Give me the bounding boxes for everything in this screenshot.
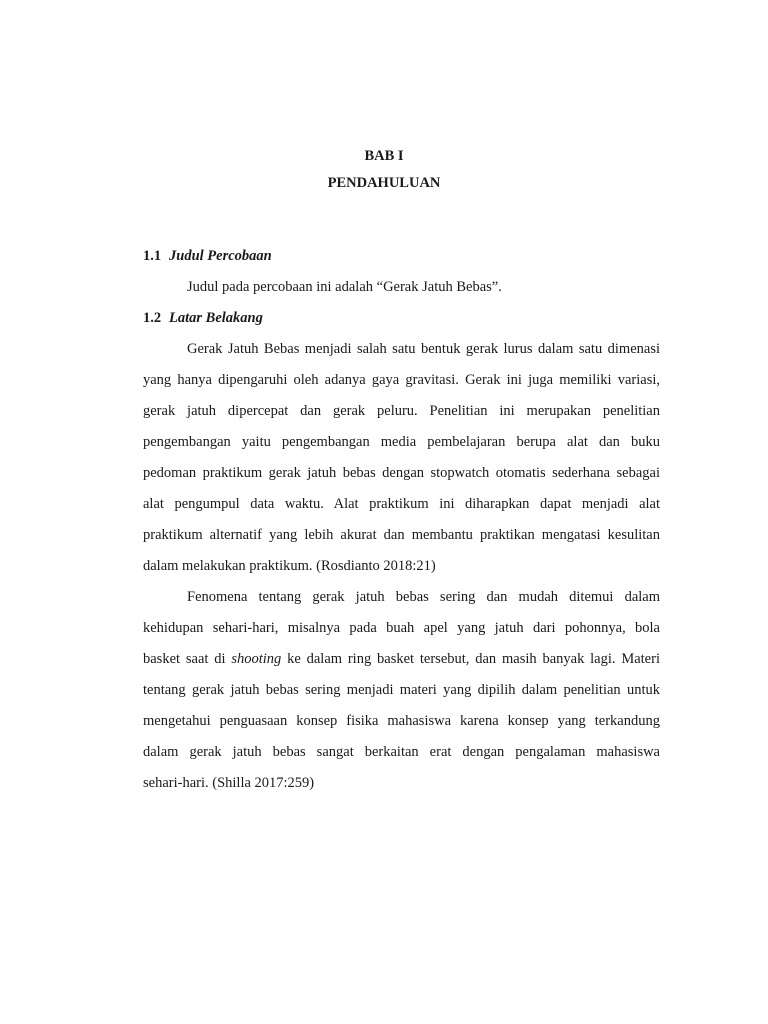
paragraph-line: sehari-hari. (Shilla 2017:259) — [143, 775, 315, 791]
paragraph-line: alat pengumpul data waktu. Alat praktikum ini diharapkan dapat menjadi alat — [143, 496, 660, 512]
section-heading-judul-percobaan — [143, 246, 272, 266]
paragraph-line: kehidupan sehari-hari, misalnya pada buah apel yang jatuh dari pohonnya, bola — [143, 620, 660, 636]
paragraph-line: pedoman praktikum gerak jatuh bebas dengan stopwatch otomatis sederhana sebagai — [143, 465, 660, 481]
chapter-title: PENDAHULUAN — [327, 175, 441, 191]
section-title: Judul Percobaan — [169, 248, 272, 264]
section-heading-latar-belakang — [143, 308, 263, 328]
paragraph-line: gerak jatuh dipercepat dan gerak peluru. Penelitian ini merupakan penelitian — [143, 403, 660, 419]
paragraph-line: pengembangan yaitu pengembangan media pembelajaran berupa alat dan buku — [143, 434, 660, 450]
paragraph-line: yang hanya dipengaruhi oleh adanya gaya gravitasi. Gerak ini juga memiliki variasi, — [143, 372, 660, 388]
section-title: Latar Belakang — [169, 310, 263, 326]
paragraph-line-with-italic — [143, 649, 660, 669]
paragraph-line: Judul pada percobaan ini adalah “Gerak Jatuh Bebas”. — [187, 279, 502, 295]
italic-term: shooting — [231, 651, 282, 667]
chapter-number: BAB I — [364, 148, 404, 164]
text-segment: ke dalam ring basket tersebut, dan masih banyak lagi. Materi — [281, 651, 660, 667]
paragraph-line: mengetahui penguasaan konsep fisika mahasiswa karena konsep yang terkandung — [143, 713, 660, 729]
paragraph-line: Gerak Jatuh Bebas menjadi salah satu bentuk gerak lurus dalam satu dimenasi — [187, 341, 660, 357]
text-segment: basket saat di — [143, 651, 232, 667]
paragraph-line: Fenomena tentang gerak jatuh bebas sering dan mudah ditemui dalam — [187, 589, 660, 605]
section-number: 1.1 — [143, 248, 162, 264]
paragraph-line: tentang gerak jatuh bebas sering menjadi materi yang dipilih dalam penelitian untuk — [143, 682, 660, 698]
paragraph-line: dalam gerak jatuh bebas sangat berkaitan erat dengan pengalaman mahasiswa — [143, 744, 660, 760]
section-number: 1.2 — [143, 310, 162, 326]
paragraph-line: praktikum alternatif yang lebih akurat dan membantu praktikan mengatasi kesulitan — [143, 527, 660, 543]
paragraph-line: dalam melakukan praktikum. (Rosdianto 2018:21) — [143, 558, 436, 574]
